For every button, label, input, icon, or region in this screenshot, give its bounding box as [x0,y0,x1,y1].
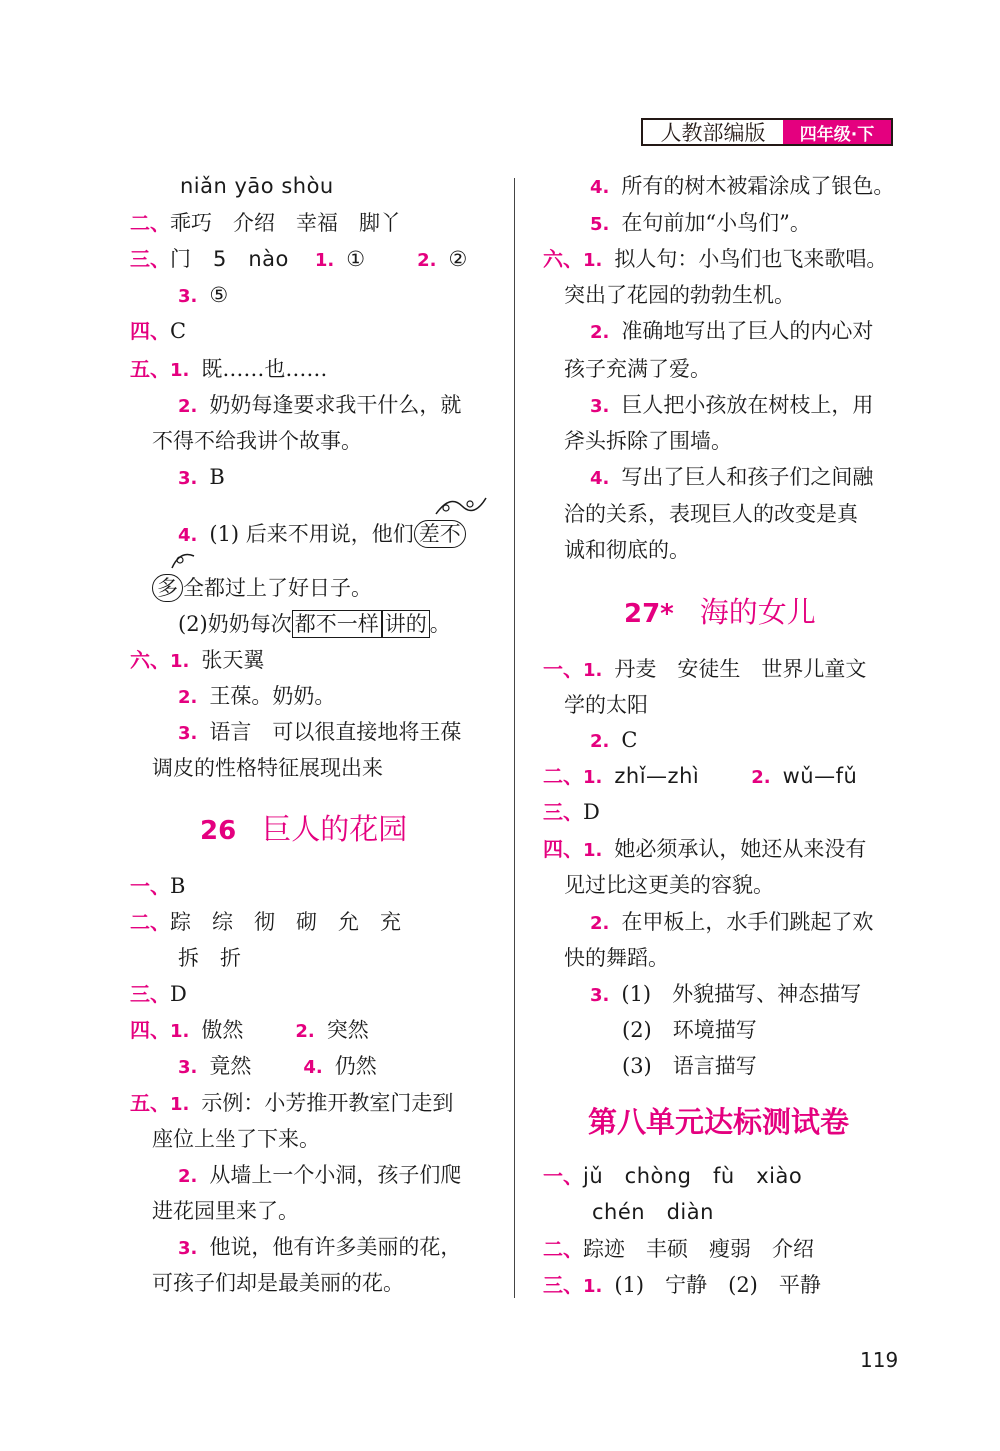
answer-text: 张天翼 [201,648,265,672]
answer-text: 语言 可以很直接地将王葆 [209,720,462,744]
item-number: 3. [178,723,198,744]
item-number: 2. [295,1021,315,1042]
item-number: 2. [590,731,610,752]
answer-text: ⑤ [209,283,229,307]
answer-line [178,1048,377,1084]
answer-text: 拟人句：小鸟们也飞来歌唱。 [614,247,888,271]
answer-line: (3) 语言描写 [622,1054,757,1078]
answer-line: (2) 环境描写 [622,1018,757,1042]
item-number: 1. [170,651,190,672]
answer-line: 可孩子们却是最美丽的花。 [152,1271,404,1295]
answer-line [178,277,228,313]
answer-line: 进花园里来了。 [152,1199,299,1223]
answer-text: 奶奶每逢要求我干什么，就 [209,393,462,417]
answer-line [130,241,467,277]
answer-line [178,714,461,750]
answer-line: 拆 折 [178,946,241,970]
item-number: 5. [590,214,610,235]
answer-text: (1) 外貌描写、神态描写 [621,982,862,1006]
answer-line [590,722,637,758]
answer-text: 他说，他有许多美丽的花， [209,1235,462,1259]
item-number: 2. [178,396,198,417]
column-divider [514,178,515,1298]
item-number: 3. [590,985,610,1006]
section-label: 三、 [543,800,583,824]
item-number: 4. [303,1057,323,1078]
answer-line [130,313,186,349]
section-label: 二、 [130,910,170,934]
item-number: 1. [170,360,190,381]
grade-label: 四年级·下 [783,120,891,144]
answer-text: 丹麦 安徒生 世界儿童文 [614,657,867,681]
answer-line [590,168,894,204]
answer-text: 从墙上一个小洞，孩子们爬 [209,1163,462,1187]
answer-line [543,1158,802,1194]
section-label: 一、 [543,1164,583,1188]
lesson-number: 27* [624,599,674,629]
answer-text: 既……也…… [201,357,328,381]
answer-line: 诚和彻底的。 [564,538,690,562]
answer-line [178,387,461,423]
correction-mark-icon [432,492,488,518]
answer-line [178,516,466,552]
section-label: 二、 [543,1237,583,1261]
answer-text: 在甲板上，水手们跳起了欢 [621,910,874,934]
correction-mark-icon [168,548,198,572]
answer-text: 准确地写出了巨人的内心对 [621,319,874,343]
answer-line: 孩子充满了爱。 [564,357,711,381]
section-label: 三、 [543,1273,583,1297]
answer-line: 洽的关系，表现巨人的改变是真 [564,502,858,526]
answer-text: 踪迹 丰硕 瘦弱 介绍 [583,1237,814,1261]
item-number: 1. [314,250,335,271]
section-label: 四、 [130,319,170,343]
answer-line: 学的太阳 [564,693,648,717]
answer-text: C [170,319,187,343]
item-number: 3. [590,396,610,417]
item-number: 1. [583,660,603,681]
answer-line [178,678,335,714]
answer-text: ① [346,247,366,271]
section-label: 四、 [130,1018,170,1042]
item-number: 2. [751,767,771,788]
section-label: 三、 [130,982,170,1006]
answer-text: 。 [429,612,451,636]
item-number: 1. [170,1094,190,1115]
answer-text: D [170,982,187,1006]
answer-line: 斧头拆除了围墙。 [564,429,732,453]
lesson-number: 26 [200,816,237,846]
section-label: 五、 [130,1091,170,1115]
answer-line [590,387,873,423]
section-label: 三、 [130,247,170,271]
answer-text: B [170,874,186,898]
answer-line [543,831,866,867]
answer-text: (2)奶奶每次 [178,612,292,636]
lesson-title: 海的女儿 [699,595,816,629]
section-label: 一、 [130,874,170,898]
answer-text: 踪 综 彻 砌 允 充 [170,910,401,934]
answer-text: zhǐ—zhì [614,764,700,788]
boxed-words: 都不一样 [292,610,382,638]
answer-line: 调皮的性格特征展现出来 [152,756,383,780]
item-number: 3. [178,468,198,489]
answer-text: 巨人把小孩放在树枝上，用 [621,393,874,417]
answer-line: 快的舞蹈。 [564,946,669,970]
answer-text: D [583,800,600,824]
answer-text: 门 5 nào [170,247,289,271]
answer-text: 写出了巨人和孩子们之间融 [621,465,874,489]
answer-line [130,351,327,387]
item-number: 2. [178,687,198,708]
answer-line: 座位上坐了下来。 [152,1127,320,1151]
item-number: 3. [178,286,198,307]
answer-text: 傲然 [201,1018,244,1042]
section-title [200,807,407,851]
item-number: 4. [590,468,610,489]
item-number: 1. [583,1276,603,1297]
answer-line [130,1085,453,1121]
answer-line [543,758,857,794]
answer-text: (1) 宁静 (2) 平静 [614,1273,821,1297]
answer-text: 竟然 [209,1054,252,1078]
answer-line [130,642,264,678]
item-number: 1. [583,767,603,788]
item-number: 1. [583,840,603,861]
answer-line [130,904,401,940]
answer-line [152,570,372,606]
item-number: 3. [178,1238,198,1259]
item-number: 4. [178,525,198,546]
section-label: 六、 [130,648,170,672]
answer-text: C [621,728,638,752]
boxed-words: 讲的 [382,610,430,638]
section-label: 二、 [130,211,170,235]
answer-text: jǔ chòng fù xiào [583,1164,803,1188]
edition-badge [641,118,893,146]
answer-line [178,459,225,495]
answer-line [178,1157,461,1193]
section-label: 四、 [543,837,583,861]
pinyin-line: chén diàn [592,1200,714,1224]
answer-text: wǔ—fǔ [782,764,858,788]
item-number: 2. [590,322,610,343]
section-title [588,1100,849,1144]
answer-line [590,976,861,1012]
answer-line [543,241,887,277]
answer-line [590,904,873,940]
circled-words: 差不 [414,520,466,548]
answer-line [590,313,873,349]
answer-line [130,868,185,904]
answer-text: 仍然 [334,1054,377,1078]
answer-text: B [209,465,225,489]
circled-words: 多 [152,574,183,602]
section-label: 二、 [543,764,583,788]
answer-line [130,976,187,1012]
lesson-title: 巨人的花园 [262,812,408,846]
section-label: 一、 [543,657,583,681]
answer-line [178,606,451,642]
answer-line [130,205,401,241]
answer-text: ② [448,247,468,271]
item-number: 4. [590,177,610,198]
answer-line: 突出了花园的勃勃生机。 [564,283,795,307]
answer-line [543,794,600,830]
answer-text: 突然 [326,1018,369,1042]
item-number: 2. [178,1166,198,1187]
answer-line [543,1231,814,1267]
item-number: 1. [170,1021,190,1042]
answer-line [590,205,811,241]
answer-line: 见过比这更美的容貌。 [564,873,774,897]
answer-text: 示例：小芳推开教室门走到 [201,1091,454,1115]
answer-line: 不得不给我讲个故事。 [152,429,362,453]
answer-text: 全都过上了好日子。 [183,576,372,600]
answer-line [543,651,866,687]
answer-line [178,1229,461,1265]
item-number: 2. [590,913,610,934]
answer-line [130,1012,369,1048]
edition-label: 人教部编版 [643,120,783,144]
answer-line [590,459,873,495]
item-number: 1. [583,250,603,271]
section-label: 六、 [543,247,583,271]
pinyin-line: niǎn yāo shòu [180,174,334,198]
section-label: 五、 [130,357,170,381]
answer-text: 在句前加“小鸟们”。 [621,211,811,235]
answer-text: 所有的树木被霜涂成了银色。 [621,174,895,198]
item-number: 2. [417,250,437,271]
answer-text: 王葆。奶奶。 [209,684,336,708]
answer-text: 乖巧 介绍 幸福 脚丫 [170,211,401,235]
answer-line [543,1267,821,1303]
item-number: 3. [178,1057,198,1078]
answer-text: 她必须承认，她还从来没有 [614,837,867,861]
page-number: 119 [860,1348,899,1372]
section-title [624,590,816,634]
unit-test-title: 第八单元达标测试卷 [588,1105,850,1139]
answer-text: (1) 后来不用说，他们 [209,522,414,546]
